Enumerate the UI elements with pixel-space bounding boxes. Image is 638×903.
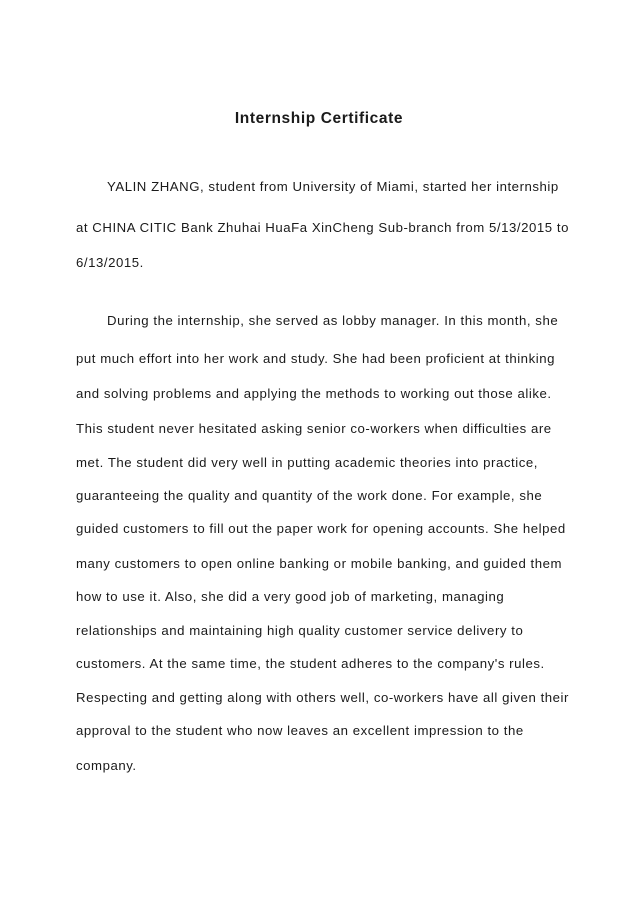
paragraph-2-line: approval to the student who now leaves an excellent impression to the [76, 723, 524, 738]
paragraph-2-line: how to use it. Also, she did a very good job of marketing, managing [76, 589, 505, 604]
paragraph-2-line: and solving problems and applying the methods to working out those alike. [76, 386, 552, 401]
paragraph-2-line: company. [76, 758, 137, 773]
paragraph-2-line: During the internship, she served as lobby manager. In this month, she [107, 313, 559, 328]
paragraph-1-line: YALIN ZHANG, student from University of Miami, started her internship [107, 179, 559, 194]
paragraph-2-line: customers. At the same time, the student adheres to the company's rules. [76, 656, 545, 671]
paragraph-2-line: relationships and maintaining high quality customer service delivery to [76, 623, 524, 638]
paragraph-2-line: This student never hesitated asking senior co-workers when difficulties are [76, 421, 552, 436]
page-title: Internship Certificate [234, 110, 404, 127]
paragraph-2-line: put much effort into her work and study. She had been proficient at thinking [76, 351, 555, 366]
paragraph-2-line: Respecting and getting along with others well, co-workers have all given their [76, 690, 569, 705]
paragraph-1-line: at CHINA CITIC Bank Zhuhai HuaFa XinCheng Sub-branch from 5/13/2015 to [76, 220, 569, 235]
paragraph-2-line: met. The student did very well in putting academic theories into practice, [76, 455, 538, 470]
paragraph-1-line: 6/13/2015. [76, 255, 144, 270]
paragraph-2-line: guided customers to fill out the paper work for opening accounts. She helped [76, 521, 566, 536]
paragraph-2-line: many customers to open online banking or mobile banking, and guided them [76, 556, 563, 571]
paragraph-2-line: guaranteeing the quality and quantity of the work done. For example, she [76, 488, 543, 503]
